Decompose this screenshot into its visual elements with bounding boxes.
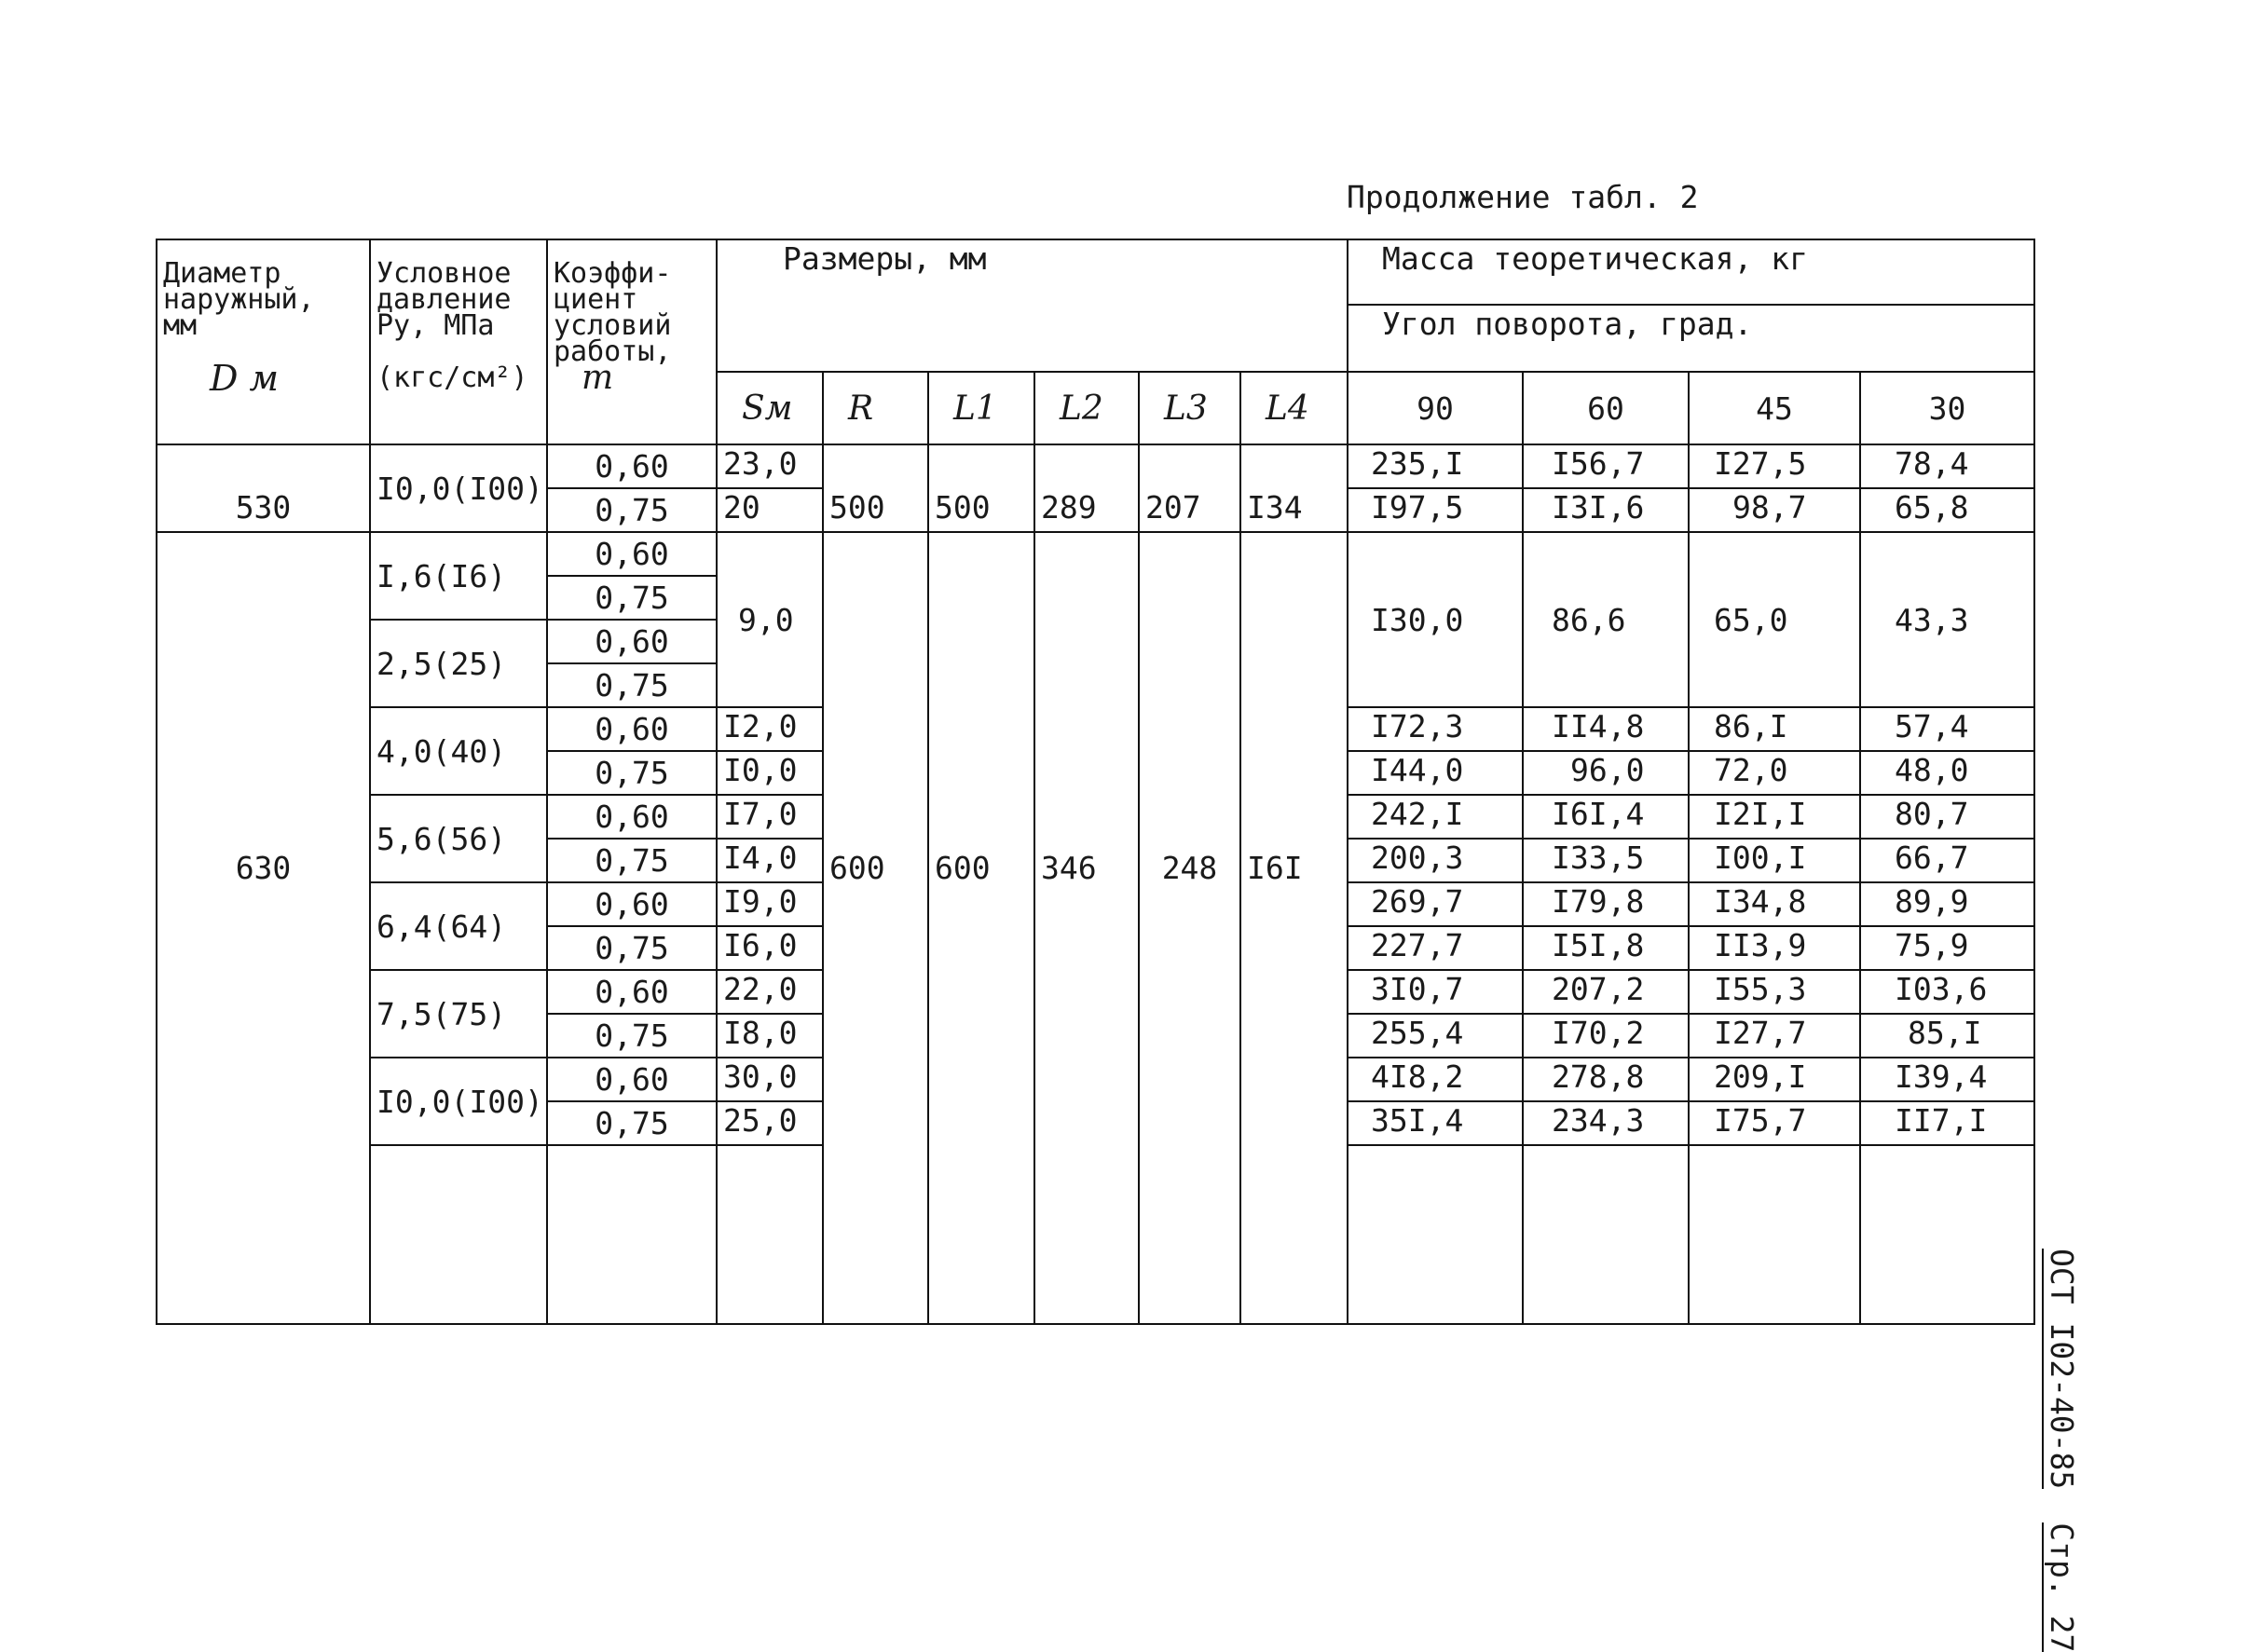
mass-30-cell: 43,3: [1860, 532, 2034, 707]
pressure-cell: I0,0(I00): [370, 1058, 547, 1145]
coef-cell: 0,75: [547, 488, 717, 532]
side-doc-number: ОСТ I02-40-85: [2044, 1249, 2080, 1490]
header-sizes: Размеры, мм: [717, 239, 1348, 372]
l2-cell: 289: [1034, 444, 1139, 532]
mass-30-cell: 65,8: [1860, 488, 2034, 532]
l4-cell: I34: [1240, 444, 1348, 532]
mass-30-cell: 48,0: [1860, 751, 2034, 795]
mass-90-cell: 269,7: [1348, 882, 1523, 926]
mass-30-cell: I03,6: [1860, 970, 2034, 1014]
pressure-cell: 5,6(56): [370, 795, 547, 882]
mass-45-cell: 209,I: [1689, 1058, 1860, 1101]
header-dim-l4: L4: [1240, 372, 1348, 444]
s-cell: 20: [717, 488, 823, 532]
pressure-cell: I0,0(I00): [370, 444, 547, 532]
mass-45-cell: I2I,I: [1689, 795, 1860, 839]
mass-90-cell: I72,3: [1348, 707, 1523, 751]
coef-cell: 0,75: [547, 751, 717, 795]
mass-30-cell: 78,4: [1860, 444, 2034, 488]
s-cell: 22,0: [717, 970, 823, 1014]
header-dim-r: R: [823, 372, 928, 444]
mass-45-cell: 98,7: [1689, 488, 1860, 532]
header-dim-l2: L2: [1034, 372, 1139, 444]
coef-cell: 0,60: [547, 795, 717, 839]
mass-60-cell: I79,8: [1523, 882, 1689, 926]
header-diameter: Диаметр наружный, мм D м: [157, 239, 370, 444]
l1-cell: 600: [928, 532, 1034, 1324]
l2-cell: 346: [1034, 532, 1139, 1324]
mass-60-cell: 86,6: [1523, 532, 1689, 707]
s-cell: 30,0: [717, 1058, 823, 1101]
s-cell: I4,0: [717, 839, 823, 882]
header-mass: Масса теоретическая, кг: [1348, 239, 2034, 305]
table-row: [157, 532, 2034, 576]
mass-30-cell: 75,9: [1860, 926, 2034, 970]
mass-90-cell: 3I0,7: [1348, 970, 1523, 1014]
diameter-630: 630: [157, 532, 370, 1324]
s-cell: I9,0: [717, 882, 823, 926]
mass-60-cell: 278,8: [1523, 1058, 1689, 1101]
diameter-530: 530: [157, 444, 370, 532]
mass-60-cell: I70,2: [1523, 1014, 1689, 1058]
coef-cell: 0,75: [547, 1101, 717, 1145]
mass-30-cell: 89,9: [1860, 882, 2034, 926]
pressure-cell: 6,4(64): [370, 882, 547, 970]
mass-90-cell: 227,7: [1348, 926, 1523, 970]
pressure-cell: 4,0(40): [370, 707, 547, 795]
mass-60-cell: 234,3: [1523, 1101, 1689, 1145]
s-cell: 25,0: [717, 1101, 823, 1145]
mass-60-cell: I56,7: [1523, 444, 1689, 488]
mass-30-cell: 85,I: [1860, 1014, 2034, 1058]
mass-60-cell: I5I,8: [1523, 926, 1689, 970]
mass-60-cell: I3I,6: [1523, 488, 1689, 532]
header-dim-l3: L3: [1139, 372, 1240, 444]
mass-90-cell: 255,4: [1348, 1014, 1523, 1058]
mass-60-cell: 207,2: [1523, 970, 1689, 1014]
pressure-cell: 7,5(75): [370, 970, 547, 1058]
mass-90-cell: 200,3: [1348, 839, 1523, 882]
s-cell: I2,0: [717, 707, 823, 751]
mass-90-cell: 235,I: [1348, 444, 1523, 488]
mass-45-cell: 86,I: [1689, 707, 1860, 751]
coef-cell: 0,75: [547, 926, 717, 970]
header-angle: Угол поворота, град.: [1348, 305, 2034, 372]
header-pressure: Условное давление Ру, МПа (кгс/см²): [370, 239, 547, 444]
mass-90-cell: I44,0: [1348, 751, 1523, 795]
side-page-number: Стр. 27: [2044, 1522, 2080, 1652]
l3-cell: 207: [1139, 444, 1240, 532]
s-cell: 9,0: [717, 532, 823, 707]
mass-45-cell: II3,9: [1689, 926, 1860, 970]
side-label: [2042, 1249, 2080, 1652]
l4-cell: I6I: [1240, 532, 1348, 1324]
coef-cell: 0,60: [547, 1058, 717, 1101]
mass-60-cell: II4,8: [1523, 707, 1689, 751]
header-dim-s: Sм: [717, 372, 823, 444]
coef-cell: 0,60: [547, 970, 717, 1014]
mass-45-cell: 65,0: [1689, 532, 1860, 707]
coef-cell: 0,75: [547, 663, 717, 707]
mass-45-cell: I27,7: [1689, 1014, 1860, 1058]
header-angle-60: 60: [1523, 372, 1689, 444]
mass-90-cell: 35I,4: [1348, 1101, 1523, 1145]
coef-cell: 0,60: [547, 707, 717, 751]
mass-90-cell: I97,5: [1348, 488, 1523, 532]
coef-cell: 0,60: [547, 620, 717, 663]
coef-cell: 0,60: [547, 444, 717, 488]
s-cell: I8,0: [717, 1014, 823, 1058]
header-dim-l1: L1: [928, 372, 1034, 444]
table-row: [157, 444, 2034, 488]
spec-table: [156, 239, 2035, 1325]
l1-cell: 500: [928, 444, 1034, 532]
mass-30-cell: 66,7: [1860, 839, 2034, 882]
header-angle-45: 45: [1689, 372, 1860, 444]
coef-cell: 0,75: [547, 1014, 717, 1058]
mass-30-cell: 80,7: [1860, 795, 2034, 839]
coef-cell: 0,75: [547, 839, 717, 882]
r-cell: 600: [823, 532, 928, 1324]
pressure-cell: 2,5(25): [370, 620, 547, 707]
mass-45-cell: I00,I: [1689, 839, 1860, 882]
mass-30-cell: I39,4: [1860, 1058, 2034, 1101]
mass-30-cell: II7,I: [1860, 1101, 2034, 1145]
mass-45-cell: I75,7: [1689, 1101, 1860, 1145]
mass-45-cell: 72,0: [1689, 751, 1860, 795]
coef-cell: 0,60: [547, 532, 717, 576]
mass-45-cell: I27,5: [1689, 444, 1860, 488]
coef-cell: 0,60: [547, 882, 717, 926]
table-caption: Продолжение табл. 2: [1347, 179, 1699, 215]
header-angle-90: 90: [1348, 372, 1523, 444]
s-cell: I0,0: [717, 751, 823, 795]
mass-90-cell: 242,I: [1348, 795, 1523, 839]
mass-30-cell: 57,4: [1860, 707, 2034, 751]
mass-60-cell: I6I,4: [1523, 795, 1689, 839]
mass-45-cell: I34,8: [1689, 882, 1860, 926]
header-coefficient: Коэффи-циент условий работы, m: [547, 239, 717, 444]
mass-90-cell: 4I8,2: [1348, 1058, 1523, 1101]
mass-60-cell: 96,0: [1523, 751, 1689, 795]
s-cell: I6,0: [717, 926, 823, 970]
mass-90-cell: I30,0: [1348, 532, 1523, 707]
s-cell: 23,0: [717, 444, 823, 488]
coef-cell: 0,75: [547, 576, 717, 620]
pressure-cell: I,6(I6): [370, 532, 547, 620]
mass-60-cell: I33,5: [1523, 839, 1689, 882]
r-cell: 500: [823, 444, 928, 532]
header-angle-30: 30: [1860, 372, 2034, 444]
l3-cell: 248: [1139, 532, 1240, 1324]
mass-45-cell: I55,3: [1689, 970, 1860, 1014]
s-cell: I7,0: [717, 795, 823, 839]
